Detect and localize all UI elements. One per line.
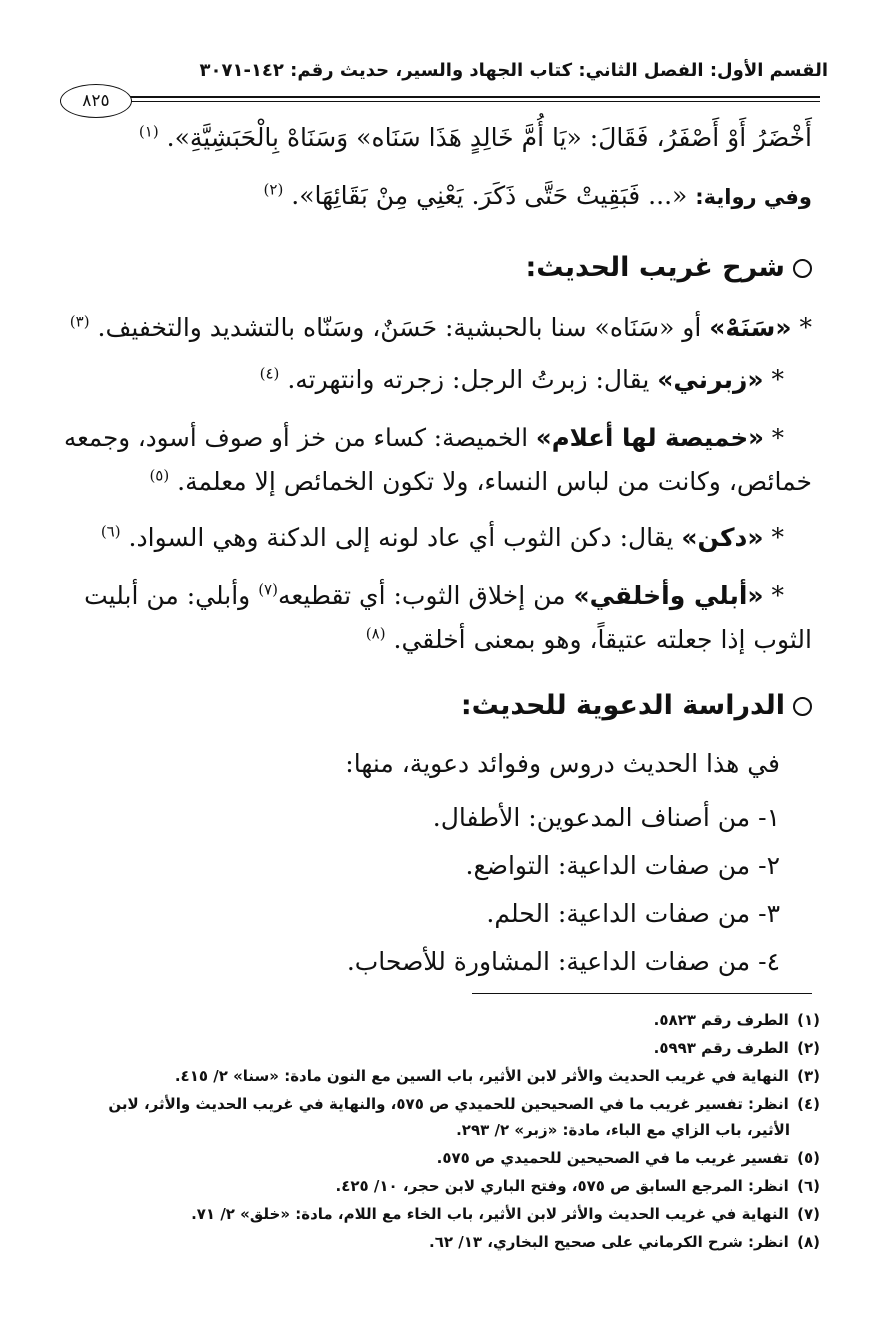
- gharib-term: «سَنَهْ»: [709, 313, 792, 342]
- header-rule-thin: [128, 101, 820, 102]
- gharib-term: «زبرني»: [657, 365, 764, 394]
- dawa-point: ٤- من صفات الداعية: المشاورة للأصحاب.: [346, 947, 780, 976]
- circle-bullet-icon: [793, 259, 812, 278]
- footnote-ref: (٢): [263, 180, 284, 199]
- gharib-definition: الثوب إذا جعلته عتيقاً، وهو بمعنى أخلقي.: [393, 625, 812, 654]
- gharib-term: «دكن»: [681, 523, 764, 552]
- dawa-point: ٢- من صفات الداعية: التواضع.: [465, 851, 780, 880]
- page-number: ٨٢٥: [60, 84, 132, 118]
- section-heading-gharib: [62, 246, 812, 290]
- riwaya-label: وفي رواية:: [695, 185, 812, 209]
- dawa-intro: في هذا الحديث دروس وفوائد دعوية، منها:: [345, 749, 780, 778]
- gharib-item-3-line-2: [62, 462, 812, 502]
- section-heading-text: شرح غريب الحديث:: [525, 252, 785, 283]
- running-header: القسم الأول: الفصل الثاني: كتاب الجهاد والسير، حديث رقم: ١٤٢-٣٠٧١: [199, 60, 828, 81]
- footnote-ref: (٧): [258, 580, 278, 599]
- gharib-definition: يقال: زبرتُ الرجل: زجرته وانتهرته.: [287, 365, 650, 394]
- footnote-ref: (٨): [365, 624, 386, 643]
- footnote: (٣) النهاية في غريب الحديث والأثر لابن الأثير، باب السين مع النون مادة: «سنا» ٢/ ٤١٥.: [174, 1067, 820, 1085]
- gharib-term: «خميصة لها أعلام»: [535, 423, 764, 452]
- footnote: (٨) انظر: شرح الكرماني على صحيح البخاري، ١٣/ ٦٢.: [429, 1233, 820, 1251]
- footnote: (٧) النهاية في غريب الحديث والأثر لابن الأثير، باب الخاء مع اللام، مادة: «خلق» ٢/ ٧١.: [191, 1205, 820, 1223]
- footnote-ref: (٦): [100, 522, 121, 541]
- gharib-item-1: * «سَنَهْ» أو «سَنَاه» سنا بالحبشية: حَسَنٌ، وسَنّاه بالتشديد والتخفيف. $^{(٣)}$: [69, 312, 812, 342]
- gharib-definition: يقال: دكن الثوب أي عاد لونه إلى الدكنة وهي السواد.: [128, 523, 674, 552]
- dawa-point: ١- من أصناف المدعوين: الأطفال.: [432, 803, 780, 832]
- gharib-item-2: * «زبرني» يقال: زبرتُ الرجل: زجرته وانتهرته. $^{(٤)}$: [259, 364, 784, 394]
- gharib-definition: الخميصة: كساء من خز أو صوف أسود، وجمعه: [63, 423, 529, 452]
- hadith-text: أَخْضَرُ أَوْ أَصْفَرُ، فَقَالَ: «يَا أُمَّ خَالِدٍ هَذَا سَنَاه» وَسَنَاهْ بِالْحَبَشِيَّةِ».: [166, 123, 812, 152]
- hadith-line-1: [62, 118, 812, 158]
- gharib-item-5-line-2: [62, 620, 812, 660]
- footnote: (٦) انظر: المرجع السابق ص ٥٧٥، وفتح الباري لابن حجر، ١٠/ ٤٢٥.: [335, 1177, 820, 1195]
- dawa-point: ٣- من صفات الداعية: الحلم.: [486, 899, 780, 928]
- gharib-item-5-line-1: * «أبلي وأخلقي» من إخلاق الثوب: أي تقطيعه$^{(٧)}$ وأبلي: من أبليت: [84, 580, 784, 610]
- section-heading-dawa: [62, 684, 812, 728]
- footnote-ref: (٣): [69, 312, 90, 331]
- gharib-item-4: * «دكن» يقال: دكن الثوب أي عاد لونه إلى الدكنة وهي السواد. $^{(٦)}$: [100, 522, 784, 552]
- footnote-ref: (٥): [149, 466, 170, 485]
- gharib-definition: من إخلاق الثوب: أي تقطيعه: [277, 581, 566, 610]
- footnote-ref: (١): [138, 122, 159, 141]
- footnote: (٢) الطرف رقم ٥٩٩٣.: [653, 1039, 820, 1057]
- gharib-definition: أو «سَنَاه» سنا بالحبشية: حَسَنٌ، وسَنّاه بالتشديد والتخفيف.: [97, 313, 702, 342]
- footnote: (١) الطرف رقم ٥٨٢٣.: [653, 1011, 820, 1029]
- footnote-ref: (٤): [259, 364, 280, 383]
- footnote-separator: [472, 993, 812, 994]
- header-rule: [128, 96, 820, 98]
- section-heading-text: الدراسة الدعوية للحديث:: [460, 690, 785, 721]
- hadith-text: «... فَبَقِيتْ حَتَّى ذَكَرَ. يَعْنِي مِنْ بَقَائِهَا».: [291, 181, 688, 210]
- hadith-line-2: [62, 176, 812, 217]
- gharib-definition: خمائص، وكانت من لباس النساء، ولا تكون الخمائص إلا معلمة.: [177, 467, 812, 496]
- footnote-continuation: الأثير، باب الزاي مع الباء، مادة: «زبر» ٢/ ٢٩٣.: [456, 1121, 790, 1139]
- gharib-term: «أبلي وأخلقي»: [573, 581, 764, 610]
- footnote: (٥) تفسير غريب ما في الصحيحين للحميدي ص ٥٧٥.: [436, 1149, 820, 1167]
- gharib-item-3-line-1: * «خميصة لها أعلام» الخميصة: كساء من خز أو صوف أسود، وجمعه: [63, 423, 784, 452]
- footnote: (٤) انظر: تفسير غريب ما في الصحيحين للحميدي ص ٥٧٥، والنهاية في غريب الحديث والأثر، لابن: [108, 1095, 820, 1113]
- gharib-definition: وأبلي: من أبليت: [84, 581, 251, 610]
- circle-bullet-icon: [793, 697, 812, 716]
